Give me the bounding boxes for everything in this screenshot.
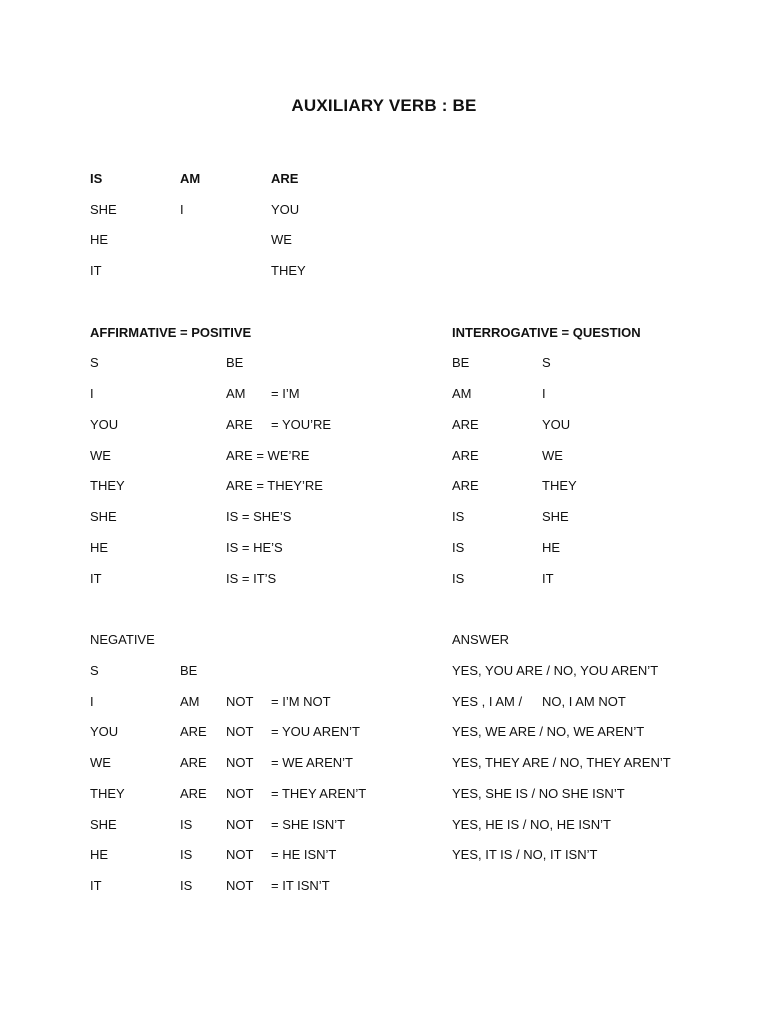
negative-subject: HE: [90, 847, 109, 862]
affirmative-col-be: BE: [226, 355, 244, 370]
pronoun-cell: I: [180, 202, 184, 217]
negative-not: NOT: [226, 878, 254, 893]
answer-line: YES, SHE IS / NO SHE ISN’T: [452, 786, 625, 801]
interrogative-verb: ARE: [452, 478, 479, 493]
affirmative-heading: AFFIRMATIVE = POSITIVE: [90, 325, 252, 340]
negative-contraction: = WE AREN’T: [271, 755, 353, 770]
negative-contraction: = IT ISN’T: [271, 878, 330, 893]
negative-heading: NEGATIVE: [90, 632, 155, 647]
interrogative-subject: THEY: [542, 478, 577, 493]
affirmative-subject: THEY: [90, 478, 125, 493]
negative-subject: I: [90, 694, 94, 709]
negative-contraction: = SHE ISN’T: [271, 817, 346, 832]
pronoun-header-are: ARE: [271, 171, 299, 186]
negative-contraction: = YOU AREN’T: [271, 724, 360, 739]
affirmative-subject: HE: [90, 540, 109, 555]
negative-subject: WE: [90, 755, 111, 770]
pronoun-cell: SHE: [90, 202, 117, 217]
pronoun-header-am: AM: [180, 171, 201, 186]
negative-subject: SHE: [90, 817, 117, 832]
pronoun-cell: WE: [271, 232, 292, 247]
interrogative-subject: I: [542, 386, 546, 401]
answer-line: YES, THEY ARE / NO, THEY AREN’T: [452, 755, 671, 770]
affirmative-contraction: = I’M: [271, 386, 300, 401]
pronoun-cell: HE: [90, 232, 109, 247]
pronoun-cell: IT: [90, 263, 102, 278]
negative-verb: ARE: [180, 755, 207, 770]
negative-verb: IS: [180, 847, 193, 862]
interrogative-col-be: BE: [452, 355, 470, 370]
pronoun-header-is: IS: [90, 171, 103, 186]
affirmative-verb: IS = IT’S: [226, 571, 277, 586]
negative-verb: IS: [180, 878, 193, 893]
negative-verb: ARE: [180, 724, 207, 739]
interrogative-verb: IS: [452, 540, 465, 555]
pronoun-cell: YOU: [271, 202, 300, 217]
affirmative-subject: WE: [90, 448, 111, 463]
interrogative-subject: YOU: [542, 417, 571, 432]
answer-line: YES, WE ARE / NO, WE AREN’T: [452, 724, 645, 739]
affirmative-verb: ARE = THEY’RE: [226, 478, 323, 493]
negative-contraction: = THEY AREN’T: [271, 786, 367, 801]
negative-col-be: BE: [180, 663, 198, 678]
negative-subject: YOU: [90, 724, 119, 739]
answer-heading: ANSWER: [452, 632, 510, 647]
negative-verb: ARE: [180, 786, 207, 801]
negative-not: NOT: [226, 755, 254, 770]
affirmative-verb: ARE: [226, 417, 253, 432]
negative-not: NOT: [226, 847, 254, 862]
affirmative-verb: ARE = WE’RE: [226, 448, 310, 463]
negative-not: NOT: [226, 694, 254, 709]
affirmative-verb: IS = HE’S: [226, 540, 283, 555]
negative-not: NOT: [226, 786, 254, 801]
interrogative-subject: SHE: [542, 509, 569, 524]
answer-line: YES , I AM /: [452, 694, 523, 709]
negative-not: NOT: [226, 817, 254, 832]
affirmative-col-s: S: [90, 355, 99, 370]
negative-col-s: S: [90, 663, 99, 678]
interrogative-verb: IS: [452, 509, 465, 524]
interrogative-verb: ARE: [452, 417, 479, 432]
affirmative-contraction: = YOU’RE: [271, 417, 332, 432]
interrogative-verb: AM: [452, 386, 472, 401]
interrogative-heading: INTERROGATIVE = QUESTION: [452, 325, 641, 340]
affirmative-verb: IS = SHE’S: [226, 509, 292, 524]
answer-line: YES, HE IS / NO, HE ISN’T: [452, 817, 611, 832]
interrogative-verb: IS: [452, 571, 465, 586]
negative-verb: IS: [180, 817, 193, 832]
answer-line: YES, IT IS / NO, IT ISN’T: [452, 847, 598, 862]
pronoun-cell: THEY: [271, 263, 306, 278]
affirmative-subject: YOU: [90, 417, 119, 432]
interrogative-subject: IT: [542, 571, 554, 586]
page-title: AUXILIARY VERB : BE: [291, 96, 477, 115]
interrogative-subject: WE: [542, 448, 563, 463]
affirmative-subject: IT: [90, 571, 102, 586]
negative-contraction: = HE ISN’T: [271, 847, 337, 862]
answer-line: YES, YOU ARE / NO, YOU AREN’T: [452, 663, 659, 678]
interrogative-col-s: S: [542, 355, 551, 370]
negative-not: NOT: [226, 724, 254, 739]
negative-verb: AM: [180, 694, 200, 709]
interrogative-subject: HE: [542, 540, 561, 555]
answer-line-tail: NO, I AM NOT: [542, 694, 626, 709]
interrogative-verb: ARE: [452, 448, 479, 463]
negative-subject: IT: [90, 878, 102, 893]
affirmative-subject: SHE: [90, 509, 117, 524]
negative-subject: THEY: [90, 786, 125, 801]
negative-contraction: = I’M NOT: [271, 694, 331, 709]
affirmative-subject: I: [90, 386, 94, 401]
affirmative-verb: AM: [226, 386, 246, 401]
